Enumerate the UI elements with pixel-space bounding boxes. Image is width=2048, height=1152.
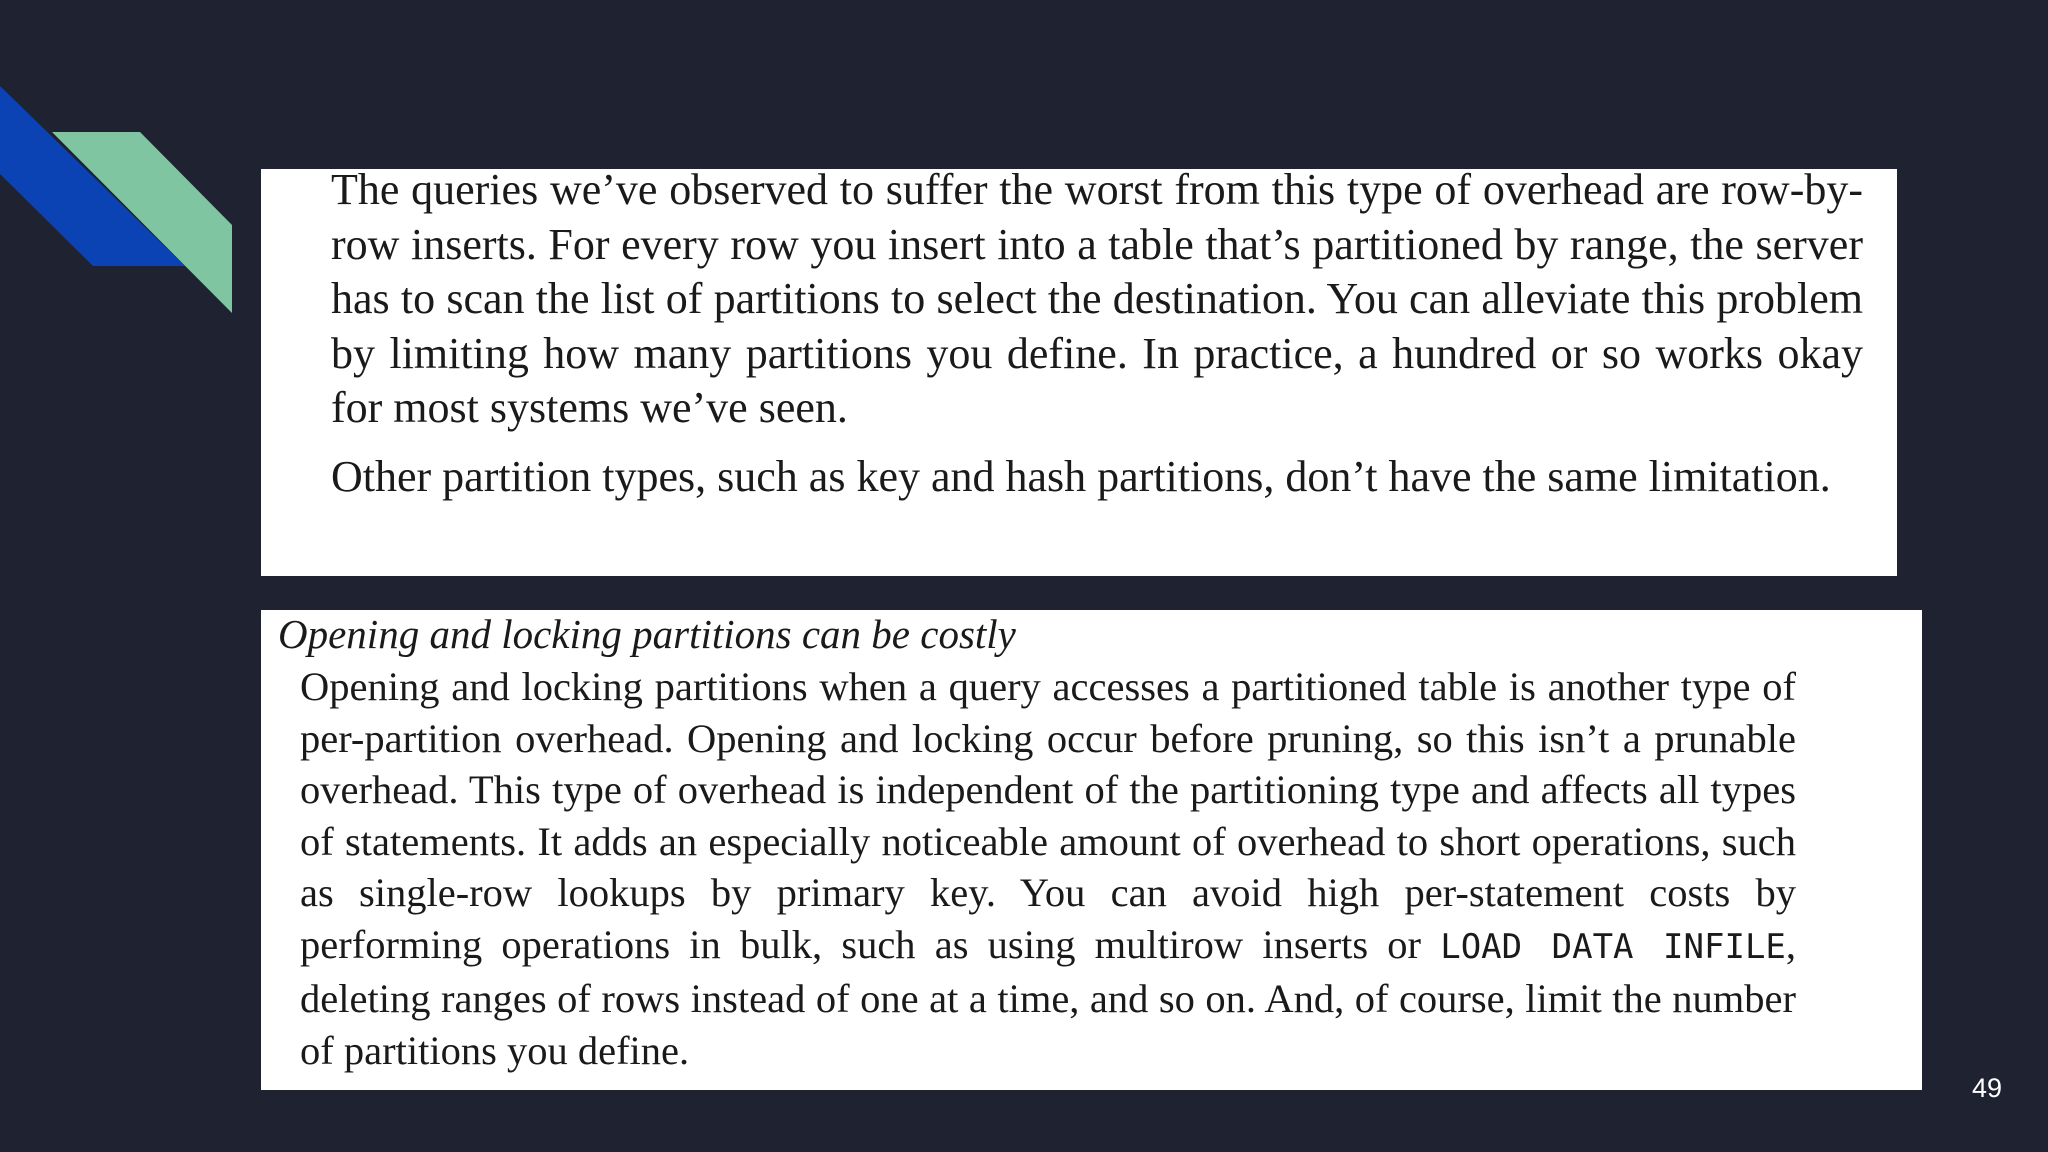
- body-text: Opening and locking partitions when a query accesses a partitioned table is another type of per-partition overhead. Opening and locking occur before pruning, so this isn’t a prunable overhead. This type of overhead is independent of the partitioning type and affects all types of statements. It adds an especially noticeable amount of overhead to short operations, such as single-row lookups by primary key. You can avoid high per-statement costs by performing operations in bulk, such as using multirow inserts or: [300, 664, 1796, 967]
- slide-page-number: 49: [1971, 1073, 2002, 1103]
- body-text: , deleting ranges of rows instead of one at a time, and so on. And, of course, limit the number of partitions you define.: [300, 921, 1797, 1073]
- book-excerpt-top: [261, 169, 1897, 576]
- inline-code: LOAD DATA INFILE: [1440, 926, 1786, 967]
- excerpt-paragraph: [300, 661, 1796, 1076]
- corner-ribbon-decoration: [0, 0, 240, 320]
- book-excerpt-bottom: [261, 610, 1922, 1090]
- excerpt-paragraph: Other partition types, such as key and hash partitions, don’t have the same limitation.: [331, 451, 1831, 501]
- excerpt-paragraph: The queries we’ve observed to suffer the worst from this type of overhead are row-by-row inserts. For every row you insert into a table that’s partitioned by range, the server has to scan the list of partitions to select the destination. You can alleviate this problem by limiting how many partitions you define. In practice, a hundred or so works okay for most systems we’ve seen.: [331, 169, 1863, 432]
- section-heading: Opening and locking partitions can be costly: [278, 611, 1016, 657]
